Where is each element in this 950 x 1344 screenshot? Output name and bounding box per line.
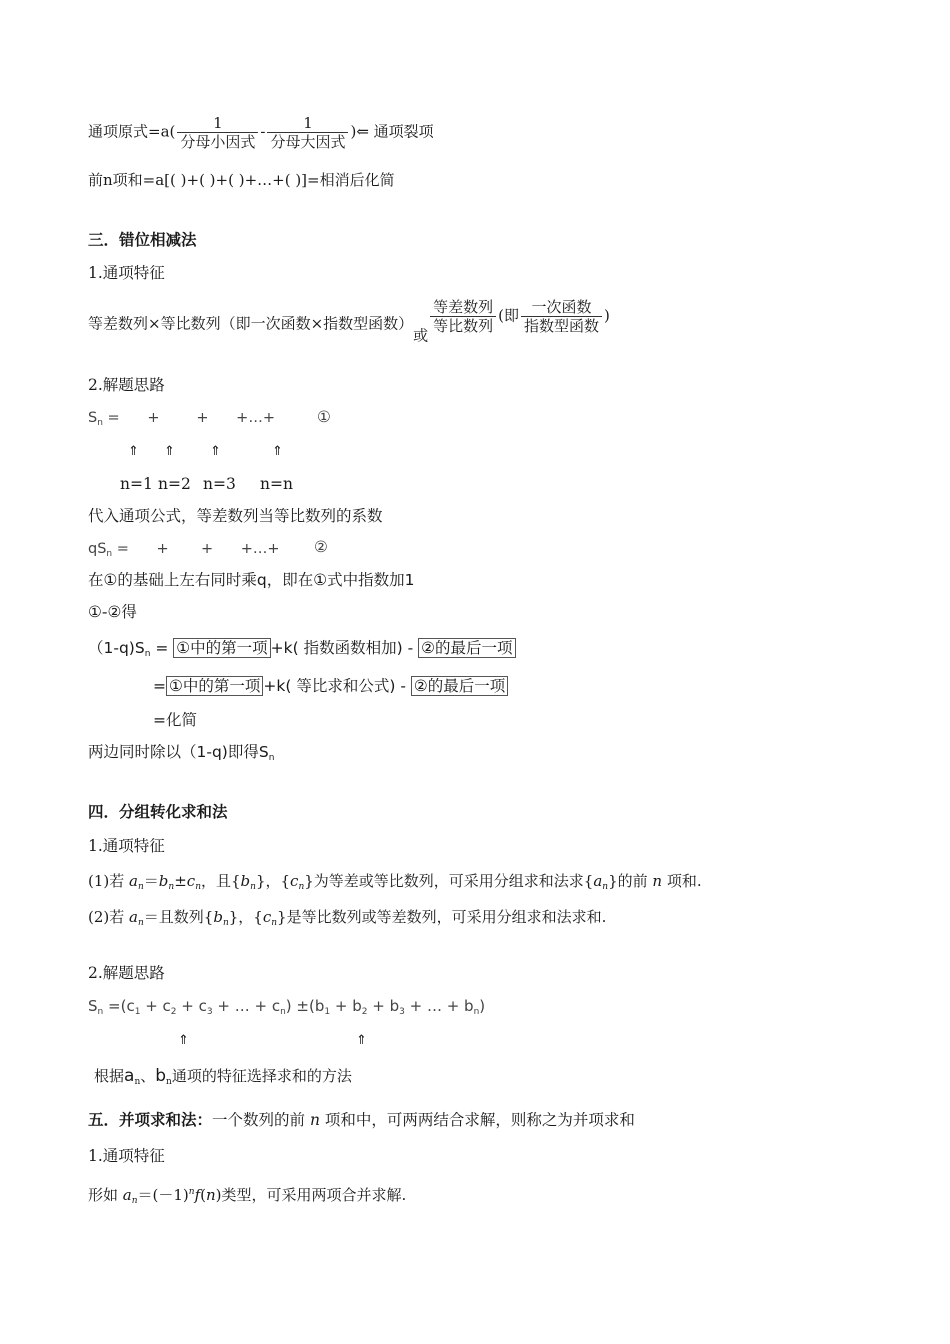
- n-label-2: n=2: [158, 475, 191, 493]
- fraction-linear-over-exp: $\frac{\text{一次函数}}{\text{指数型函数}}$: [521, 298, 602, 335]
- arrow-1: ⇑: [128, 444, 139, 459]
- section4-sub2: 2.解题思路: [88, 964, 165, 982]
- last-term-box: ②的最后一项: [411, 676, 508, 696]
- circle-two: ②: [314, 538, 328, 556]
- diff-text: ①-②得: [88, 603, 137, 621]
- fraction-small-factor: $\frac{1}{\text{分母小因式}}$: [177, 114, 258, 151]
- equation-line1: $(1-q)S_n$ = ①中的第一项 +k( 指数函数相加) - ②的最后一项: [88, 638, 516, 664]
- n-label-4: n=n: [260, 475, 293, 493]
- divide-text: 两边同时除以（1-q)即得$S_n$: [88, 743, 275, 763]
- choose-method: 根据$a_n$、$b_n$通项的特征选择求和的方法: [94, 1066, 352, 1087]
- section3-feature: 等差数列×等比数列（即一次函数×指数型函数）或 $\frac{\text{等差数列}}{\text{等比数列}}$ (即 $\frac{\text{一次函数}}{\text{指数型函数}}$ ): [88, 298, 610, 345]
- last-term-box: ②的最后一项: [418, 638, 515, 658]
- liexiang-formula-line1: 通项原式=a( $\frac{1}{\text{分母小因式}}$ - $\frac{1}{\text{分母大因式}}$ )⇐ 通项裂项: [88, 114, 434, 151]
- equation-line2: = ①中的第一项 +k( 等比求和公式) - ②的最后一项: [153, 676, 508, 696]
- sn-equation: $S_n$ = + + +…+: [88, 410, 275, 428]
- section3-title: 三．错位相减法: [88, 231, 197, 249]
- first-term-box: ①中的第一项: [173, 638, 270, 658]
- liexiang-prefix: 通项原式=a(: [88, 122, 176, 141]
- section5-p1: 形如 $a_n=(-1)^nf(n)$类型，可采用两项合并求解.: [88, 1186, 407, 1206]
- liexiang-formula-line2: 前n项和=a[( )+( )+( )+…+( )]=相消后化简: [88, 171, 395, 189]
- section3-sub1: 1.通项特征: [88, 264, 165, 282]
- arrow-c: ⇑: [178, 1033, 189, 1048]
- first-term-box: ①中的第一项: [166, 676, 263, 696]
- multiply-text: 在①的基础上左右同时乘q，即在①式中指数加1: [88, 571, 415, 589]
- n-label-1: n=1: [120, 475, 153, 493]
- arrow-2: ⇑: [164, 444, 175, 459]
- section5-title: 五．并项求和法：一个数列的前 n 项和中，可两两结合求解，则称之为并项求和: [88, 1111, 635, 1129]
- arrow-4: ⇑: [272, 444, 283, 459]
- n-label-3: n=3: [203, 475, 236, 493]
- section4-p2: (2)若 $a_n=$且数列$\{b_n\}$，$\{c_n\}$是等比数列或等差数列，可采用分组求和法求和.: [88, 908, 607, 928]
- fraction-large-factor: $\frac{1}{\text{分母大因式}}$: [267, 114, 348, 151]
- section5-sub1: 1.通项特征: [88, 1147, 165, 1165]
- equation-line3: =化简: [153, 711, 197, 729]
- substitute-text: 代入通项公式，等差数列当等比数列的系数: [88, 507, 383, 525]
- circle-one: ①: [317, 408, 331, 426]
- fraction-arith-over-geo: $\frac{\text{等差数列}}{\text{等比数列}}$: [430, 298, 496, 335]
- section3-sub2: 2.解题思路: [88, 376, 165, 394]
- grouping-formula: $S_n =(c_1 + c_2 + c_3$ + … + $c_n) \pm(b_1 + b_2 + b_3$ + … + $b_n$): [88, 997, 486, 1017]
- arrow-b: ⇑: [356, 1033, 367, 1048]
- qsn-equation: $qS_n$ = + + +…+: [88, 541, 280, 559]
- section4-sub1: 1.通项特征: [88, 837, 165, 855]
- arrow-3: ⇑: [210, 444, 221, 459]
- section4-p1: (1)若 $a_n=b_n\pm c_n$，且$\{b_n\}$，$\{c_n\}$为等差或等比数列，可采用分组求和法求$\{a_n\}$的前 n 项和.: [88, 872, 702, 892]
- section4-title: 四．分组转化求和法: [88, 803, 228, 821]
